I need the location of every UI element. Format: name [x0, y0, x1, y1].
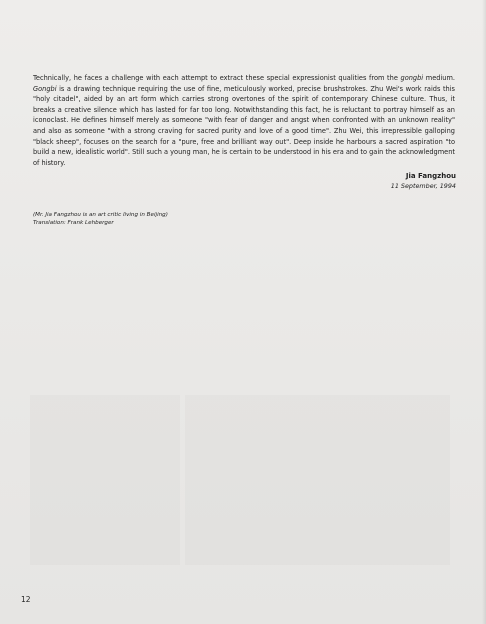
page-edge-shadow: [482, 0, 486, 624]
page-number: 12: [21, 595, 31, 604]
signature-block: [391, 171, 456, 191]
show-through-shading: [185, 395, 450, 565]
essay-paragraph-text: Technically, he faces a challenge with each attempt to extract these special expressionist qualities from the gongbi medium. Gongbi is a drawing technique requiring the use of fine, meticulously worked, precise brushstrokes. Zhu Wei's work raids this "holy citadel", aided by an art form which carries strong overtones of the spirit of contemporary Chinese culture. Thus, it breaks a creative silence which has lasted for far too long. Notwithstanding this fact, he is reluctant to portray himself as an iconoclast. He defines himself merely as someone "with fear of danger and angst when confronted with an unknown reality" and also as someone "with a strong craving for sacred purity and love of a good time". Zhu Wei, this irrepressible galloping "black sheep", focuses on the search for a "pure, free and brilliant way out". Deep inside he harbours a sacred aspiration "to build a new, idealistic world". Still such a young man, he is certain to be understood in his era and to gain the acknowledgment of history.: [33, 74, 455, 167]
show-through-shading: [30, 395, 180, 565]
credits-notes: [33, 211, 168, 228]
italic-term: Gongbi: [33, 84, 57, 93]
italic-term: gongbi: [400, 74, 424, 82]
signature-date: 11 September, 1994: [390, 182, 456, 190]
translation-credit: Translation: Frank Lehberger: [33, 220, 114, 227]
author-note: (Mr. Jia Fangzhou is an art critic living in Beijing): [33, 212, 168, 218]
author-name: Jia Fangzhou: [405, 172, 456, 180]
essay-paragraph: [33, 73, 455, 168]
